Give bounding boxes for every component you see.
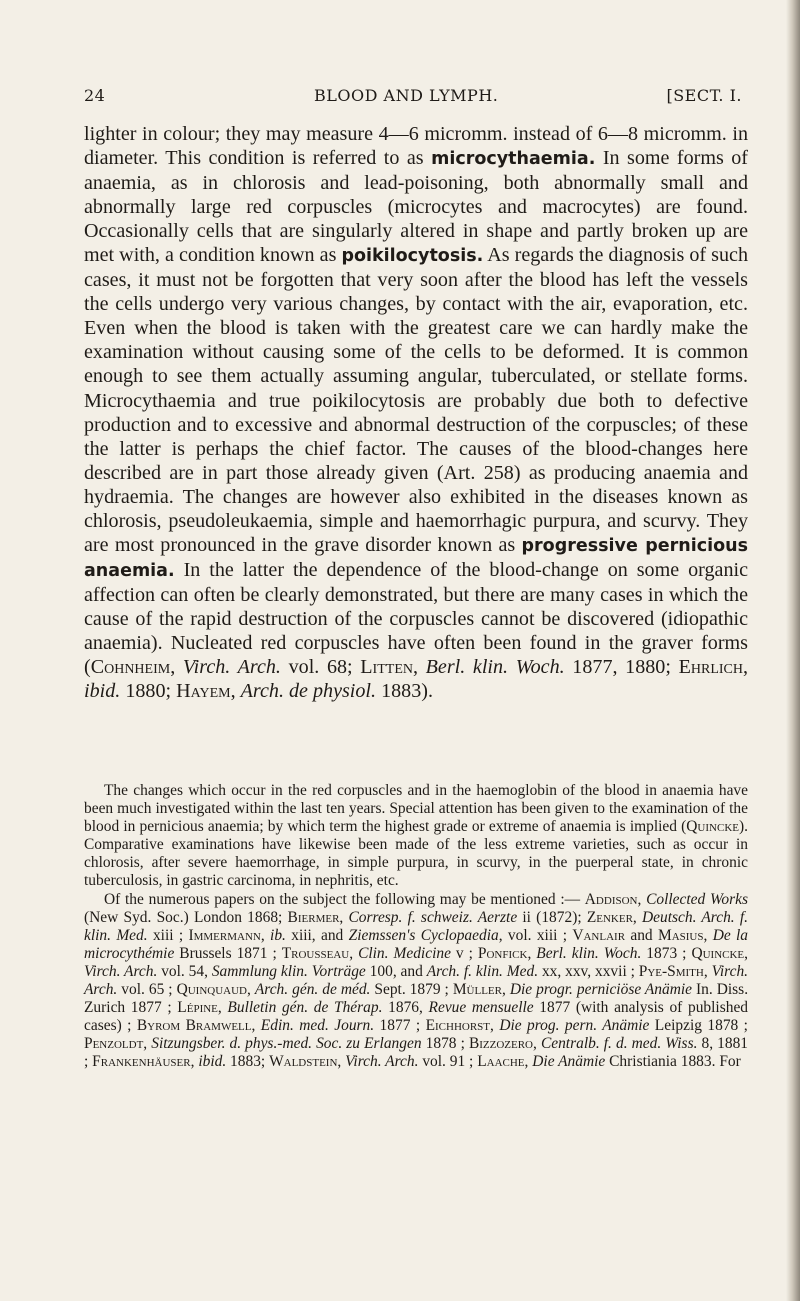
reference-detail: 1877 (with analysis of published cases) ; xyxy=(84,999,749,1035)
text-run: 1880; xyxy=(120,680,177,703)
reference-author: Addison xyxy=(584,890,638,908)
reference-title: Collected Works xyxy=(646,890,749,908)
reference-separator: , xyxy=(527,944,537,962)
reference-separator: , xyxy=(217,999,228,1017)
page-number: 24 xyxy=(84,86,106,105)
reference-title: Bulletin gén. de Thérap. xyxy=(227,999,383,1017)
text-run: 1883). xyxy=(376,680,433,703)
text-run: , xyxy=(230,680,241,703)
text-run: 1877, 1880; xyxy=(564,656,679,679)
reference-detail: Christiania 1883. For xyxy=(605,1053,741,1071)
running-head-title: BLOOD AND LYMPH. xyxy=(314,86,499,105)
reference-title: Berl. klin. Woch. xyxy=(536,944,642,962)
citation-author: Litten xyxy=(360,656,413,679)
reference-separator: and xyxy=(625,926,658,944)
reference-detail: Leipzig 1878 ; xyxy=(649,1017,748,1035)
term-poikilocytosis: poikilocytosis. xyxy=(341,246,484,267)
reference-author: Lépine xyxy=(177,999,218,1017)
main-text xyxy=(84,122,748,703)
reference-detail: (New Syd. Soc.) London 1868; xyxy=(84,908,288,926)
reference-author: Pye-Smith xyxy=(638,962,704,980)
reference-separator: , xyxy=(502,981,510,999)
reference-detail: vol. 65 ; xyxy=(117,981,177,999)
reference-detail: Brussels 1871 ; xyxy=(174,944,282,962)
reference-title: De la microcythémie xyxy=(84,926,749,962)
text-run: The changes which occur in the red corpuscles and in the haemoglobin of the blood in anaemia have been much investigated within the last ten years. Special attention has been given to the examination of the blood in pernicious anaemia; by which term the highest grade or extreme of anaemia is implied ( xyxy=(84,782,748,836)
text-run: Of the numerous papers on the subject the following may be mentioned :— xyxy=(104,890,585,908)
reference-detail: 1873 ; xyxy=(641,944,692,962)
reference-author: Masius xyxy=(657,926,704,944)
text-run: , xyxy=(742,656,749,679)
reference-separator: , xyxy=(246,981,255,999)
reference-title: ibid. xyxy=(198,1053,227,1071)
reference-separator: , xyxy=(703,962,712,980)
reference-separator: , xyxy=(337,1053,346,1071)
citation-journal: ibid. xyxy=(84,680,121,703)
reference-detail: xiii, and xyxy=(285,926,349,944)
reference-separator: , xyxy=(251,1017,261,1035)
reference-author: Quincke xyxy=(691,944,745,962)
reference-author: Müller xyxy=(452,981,502,999)
reference-title: Clin. Medicine xyxy=(358,944,451,962)
reference-detail: 1877 ; xyxy=(374,1017,426,1035)
reference-separator: , xyxy=(143,1035,152,1053)
citation-journal: Berl. klin. Woch. xyxy=(425,656,565,679)
reference-separator: , xyxy=(524,1053,533,1071)
reference-author: Laache xyxy=(477,1053,525,1071)
citation-author: Quincke xyxy=(686,818,739,836)
reference-title: Edin. med. Journ. xyxy=(260,1017,375,1035)
reference-author: Penzoldt xyxy=(84,1035,144,1053)
reference-author: Vanlair xyxy=(572,926,626,944)
reference-author: Quinquaud xyxy=(176,981,247,999)
reference-title: Ziemssen's Cyclopaedia xyxy=(348,926,499,944)
text-run: lighter in colour; they may measure 4—6 micromm. instead of 6—8 micromm. in diameter. This condition is referred to as xyxy=(84,123,748,170)
reference-title: Arch. gén. de méd. xyxy=(254,981,371,999)
references-paragraph xyxy=(84,891,748,1072)
reference-author: Byrom Bramwell xyxy=(136,1017,252,1035)
running-header xyxy=(84,86,742,110)
citation-author: Cohnheim xyxy=(90,656,171,679)
reference-detail: Sept. 1879 ; xyxy=(370,981,453,999)
term-pernicious-anaemia: progressive pernicious anaemia. xyxy=(84,535,748,581)
reference-title: Die prog. pern. Anämie xyxy=(499,1017,650,1035)
reference-detail: 1878 ; xyxy=(421,1035,469,1053)
reference-title: Die progr. perniciöse Anämie xyxy=(509,981,693,999)
main-paragraph xyxy=(84,122,748,703)
citation-journal: Virch. Arch. xyxy=(182,656,281,679)
reference-separator: , xyxy=(349,944,359,962)
text-run: vol. 68; xyxy=(280,656,361,679)
citation-author: Hayem xyxy=(176,680,231,703)
text-run: As regards the diagnosis of such cases, it must not be forgotten that very soon after the blood has left the vessels the cells undergo very various changes, by contact with the air, evaporation, etc. Even when the blood is taken with the greatest care we can hardly make the examination without causing some of the cells to be deformed. It is common enough to see them actually assuming angular, tuberculated, or stellate forms. Microcythaemia and true poikilocytosis are probably due both to defective production and to excessive and abnormal destruction of the corpuscles; of these the latter is perhaps the chief factor. The causes of the blood-changes here described are in part those already given (Art. 258) as producing anaemia and hydraemia. The changes are however also exhibited in the diseases known as chlorosis, pseudoleukaemia, simple and haemorrhagic purpura, and scurvy. They are most pronounced in the grave disorder known as xyxy=(84,244,749,556)
reference-detail: 1876, xyxy=(382,999,429,1017)
note-paragraph xyxy=(84,782,748,891)
reference-separator: , xyxy=(637,890,647,908)
reference-title: Sammlung klin. Vorträge xyxy=(211,962,366,980)
reference-title: Die Anämie xyxy=(532,1053,606,1071)
reference-title: Corresp. f. schweiz. Aerzte xyxy=(348,908,518,926)
reference-separator: , xyxy=(632,908,642,926)
reference-detail: , vol. xiii ; xyxy=(498,926,573,944)
text-run: In the latter the dependence of the blood-change on some organic affection can often be clearly demonstrated, but there are many cases in which the cause of the rapid destruction of the corpuscles cannot be discovered (idiopathic anaemia). Nucleated red corpuscles have often been found in the graver forms ( xyxy=(84,558,748,679)
reference-title: Virch. Arch. xyxy=(84,962,749,999)
reference-separator: , xyxy=(744,944,748,962)
reference-detail: 8, 1881 ; xyxy=(84,1035,749,1071)
reference-title: Centralb. f. d. med. Wiss. xyxy=(540,1035,698,1053)
reference-author: Trousseau xyxy=(281,944,350,962)
section-label: [SECT. I. xyxy=(666,86,742,105)
notes-block xyxy=(84,782,748,1072)
reference-title: Virch. Arch. xyxy=(84,962,158,980)
reference-detail: 100, and xyxy=(365,962,427,980)
reference-title: Deutsch. Arch. f. klin. Med. xyxy=(84,908,749,944)
reference-author: Zenker xyxy=(586,908,633,926)
reference-author: Ponfick xyxy=(477,944,528,962)
reference-author: Biermer xyxy=(287,908,340,926)
text-run: In some forms of anaemia, as in chlorosis and lead-poisoning, both abnormally small and abnormally large red corpuscles (microcytes and macrocytes) are found. Occasionally cells that are singularly altered in shape and partly broken up are met with, a condition known as xyxy=(84,147,748,267)
reference-detail: xiii ; xyxy=(147,926,189,944)
reference-title: Sitzungsber. d. phys.-med. Soc. zu Erlangen xyxy=(151,1035,422,1053)
text-run: , xyxy=(412,656,426,679)
reference-detail: v ; xyxy=(450,944,478,962)
reference-author: Frankenhäuser xyxy=(92,1053,191,1071)
reference-detail: In. Diss. Zurich 1877 ; xyxy=(84,981,749,1017)
citation-author: Ehrlich xyxy=(678,656,743,679)
reference-detail: xx, xxv, xxvii ; xyxy=(538,962,639,980)
reference-detail: vol. 91 ; xyxy=(418,1053,478,1071)
reference-separator: , xyxy=(703,926,713,944)
citation-journal: Arch. de physiol. xyxy=(240,680,377,703)
reference-separator: , xyxy=(190,1053,199,1071)
reference-author: Waldstein xyxy=(269,1053,338,1071)
reference-detail: ii (1872); xyxy=(517,908,587,926)
reference-detail: 1883; xyxy=(226,1053,270,1071)
reference-title: Revue mensuelle xyxy=(428,999,534,1017)
page-edge-shadow xyxy=(786,0,800,1301)
reference-separator: , xyxy=(533,1035,541,1053)
reference-title: Virch. Arch. xyxy=(345,1053,419,1071)
reference-separator: , xyxy=(260,926,271,944)
text-run: ). Comparative examinations have likewise been made of the less extreme varieties, such as occur in chlorosis, after severe haemorrhage, in simple purpura, in scurvy, in the puerperal state, in chronic tuberculosis, in gastric carcinoma, in nephritis, etc. xyxy=(84,818,748,890)
reference-detail: vol. 54, xyxy=(157,962,212,980)
reference-title: ib. xyxy=(270,926,286,944)
reference-author: Eichhorst xyxy=(425,1017,491,1035)
reference-title: Arch. f. klin. Med. xyxy=(426,962,539,980)
text-run: , xyxy=(170,656,183,679)
reference-separator: , xyxy=(490,1017,500,1035)
reference-separator: , xyxy=(339,908,349,926)
reference-author: Immermann xyxy=(188,926,261,944)
term-microcythaemia: microcythaemia. xyxy=(431,149,596,170)
reference-author: Bizzozero xyxy=(468,1035,533,1053)
